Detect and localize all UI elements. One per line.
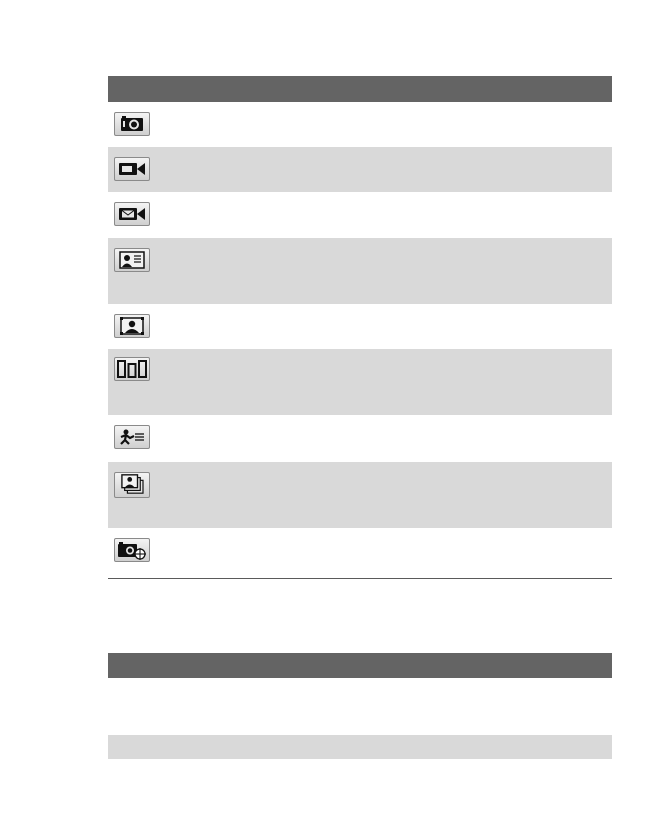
sports-burst-icon	[114, 425, 150, 449]
table-row	[108, 238, 612, 304]
photo-camera-icon	[114, 112, 150, 136]
icon-table	[108, 76, 612, 579]
contact-picture-icon	[114, 248, 150, 272]
picture-theme-icon	[114, 314, 150, 338]
table-header	[108, 76, 612, 102]
table-row	[108, 735, 612, 759]
table-row	[108, 462, 612, 528]
table-row	[108, 304, 612, 349]
gps-camera-icon	[114, 538, 150, 562]
table-row	[108, 528, 612, 578]
table-row	[108, 102, 612, 147]
panorama-icon	[114, 357, 150, 381]
second-table	[108, 653, 612, 759]
table-header	[108, 653, 612, 678]
video-camera-icon	[114, 157, 150, 181]
table-row	[108, 415, 612, 462]
mms-video-icon	[114, 202, 150, 226]
table-row	[108, 678, 612, 735]
table-row	[108, 147, 612, 192]
table-row	[108, 349, 612, 415]
table-bottom-rule	[108, 578, 612, 579]
table-row	[108, 192, 612, 238]
burst-stack-icon	[114, 472, 150, 498]
